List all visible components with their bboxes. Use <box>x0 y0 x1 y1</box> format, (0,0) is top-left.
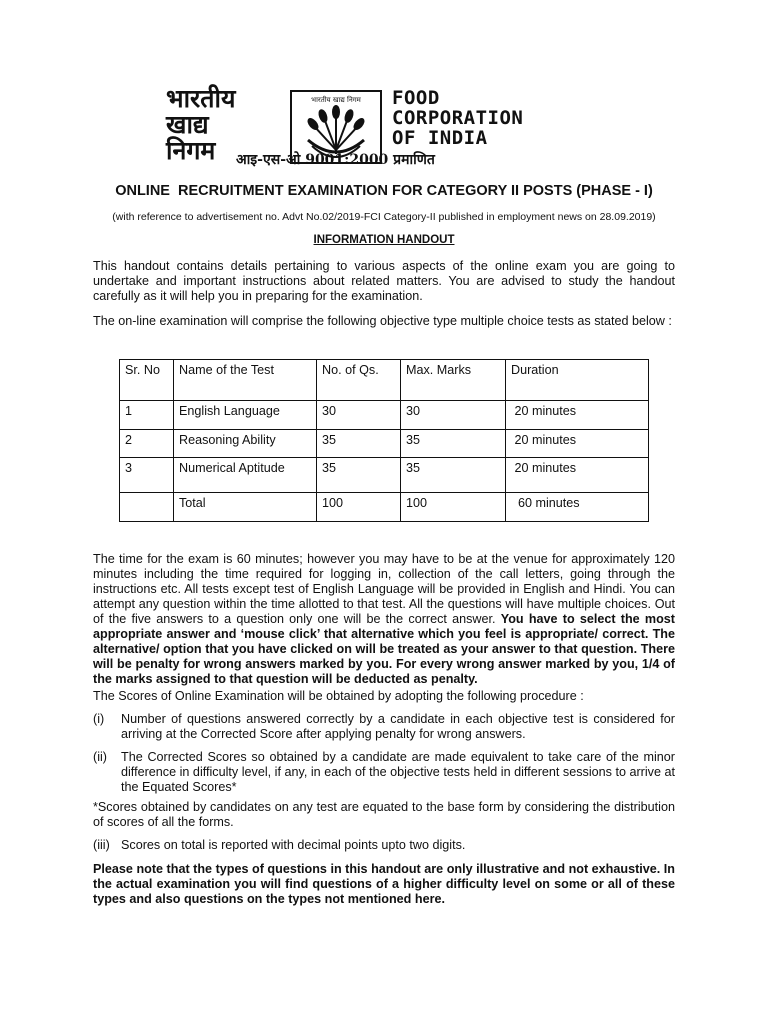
footnote-paragraph: *Scores obtained by candidates on any test are equated to the base form by considering the distribution of scores of all the forms. <box>93 800 675 829</box>
english-org-name <box>392 88 523 148</box>
table-header-cell: Duration <box>506 360 649 401</box>
hindi-line: खाद्य <box>166 110 209 139</box>
table-cell: 20 minutes <box>506 458 649 493</box>
table-cell: 1 <box>120 401 174 430</box>
intro-paragraph: This handout contains details pertaining to various aspects of the online exam you are going to undertake and important instructions about related matters. You are advised to study the handout carefully as it will help you in preparing for the examination. <box>93 259 675 303</box>
table-row <box>120 430 649 458</box>
procedure-item <box>93 838 675 853</box>
table-cell: 35 <box>317 458 401 493</box>
table-row <box>120 401 649 430</box>
english-line: CORPORATION <box>392 107 524 129</box>
exam-time-bold-text: You have to select the most appropriate answer and ‘mouse click’ that alternative which you feel is appropriate/ correct. The alternative/ option that you have clicked on will be treated as your answer to that question. There will be penalty for wrong answers marked by you. For every wrong answer marked by you, 1/4 of the marks assigned to that question will be deducted as penalty. <box>93 612 675 686</box>
advertisement-reference: (with reference to advertisement no. Advt No.02/2019-FCI Category-II published in employment news on 28.09.2019) <box>112 211 656 223</box>
hindi-line: भारतीय <box>166 84 236 113</box>
svg-text:भारतीय खाद्य निगम: भारतीय खाद्य निगम <box>311 96 361 104</box>
table-cell: Numerical Aptitude <box>174 458 317 493</box>
procedure-number: (i) <box>93 712 105 726</box>
table-cell: 30 <box>317 401 401 430</box>
english-line: FOOD <box>392 87 440 109</box>
table-cell: 100 <box>317 493 401 522</box>
english-line: OF INDIA <box>392 127 488 149</box>
exam-time-paragraph <box>93 552 675 687</box>
table-cell: Reasoning Ability <box>174 430 317 458</box>
table-header-cell: Sr. No <box>120 360 174 401</box>
procedure-text: Scores on total is reported with decimal points upto two digits. <box>121 838 466 852</box>
scores-intro-paragraph: The Scores of Online Examination will be obtained by adopting the following procedure : <box>93 689 584 703</box>
table-cell: Total <box>174 493 317 522</box>
table-header-row <box>120 360 649 401</box>
handout-heading: INFORMATION HANDOUT <box>313 234 455 246</box>
table-cell: 20 minutes <box>506 430 649 458</box>
tests-intro-paragraph: The on-line examination will comprise the following objective type multiple choice tests as stated below : <box>93 314 672 328</box>
table-total-row <box>120 493 649 522</box>
table-cell: 35 <box>401 458 506 493</box>
procedure-text: The Corrected Scores so obtained by a candidate are made equivalent to take care of the minor difference in difficulty level, if any, in each of the objective tests held in different sessions to arrive at the Equated Scores* <box>121 750 675 794</box>
table-cell: 2 <box>120 430 174 458</box>
table-cell: 60 minutes <box>506 493 649 522</box>
table-cell: 35 <box>401 430 506 458</box>
table-header-cell: Max. Marks <box>401 360 506 401</box>
table-cell: 30 <box>401 401 506 430</box>
exam-time-text: The time for the exam is 60 minutes; however you may have to be at the venue for approximately 120 minutes including the time required for logging in, collection of the call letters, going through the instructions etc. All tests except test of English Language will be provided in English and Hindi. You can attempt any question within the time allotted to that test. All the questions will have multiple choices. Out of the five answers to a question only one will be the correct answer. <box>93 552 675 626</box>
procedure-number: (ii) <box>93 750 107 764</box>
procedure-item <box>93 712 675 742</box>
table-cell: 3 <box>120 458 174 493</box>
table-cell: 100 <box>401 493 506 522</box>
table-cell <box>120 493 174 522</box>
iso-certification: आइ-एस-ओ 9001:2000 प्रमाणित <box>236 152 435 168</box>
closing-note: Please note that the types of questions in this handout are only illustrative and not exhaustive. In the actual examination you will find questions of a higher difficulty level on some or all of these types and also questions on the types not mentioned here. <box>93 862 675 906</box>
procedure-text: Number of questions answered correctly by a candidate in each objective test is considered for arriving at the Corrected Score after applying penalty for wrong answers. <box>121 712 675 741</box>
tests-table <box>119 359 649 522</box>
table-cell: English Language <box>174 401 317 430</box>
table-header-cell: Name of the Test <box>174 360 317 401</box>
table-row <box>120 458 649 493</box>
procedure-item <box>93 750 675 795</box>
table-cell: 20 minutes <box>506 401 649 430</box>
document-title: ONLINE RECRUITMENT EXAMINATION FOR CATEGORY II POSTS (PHASE - I) <box>115 183 653 199</box>
table-header-cell: No. of Qs. <box>317 360 401 401</box>
procedure-number: (iii) <box>93 838 110 852</box>
table-cell: 35 <box>317 430 401 458</box>
hindi-line: निगम <box>166 136 216 165</box>
